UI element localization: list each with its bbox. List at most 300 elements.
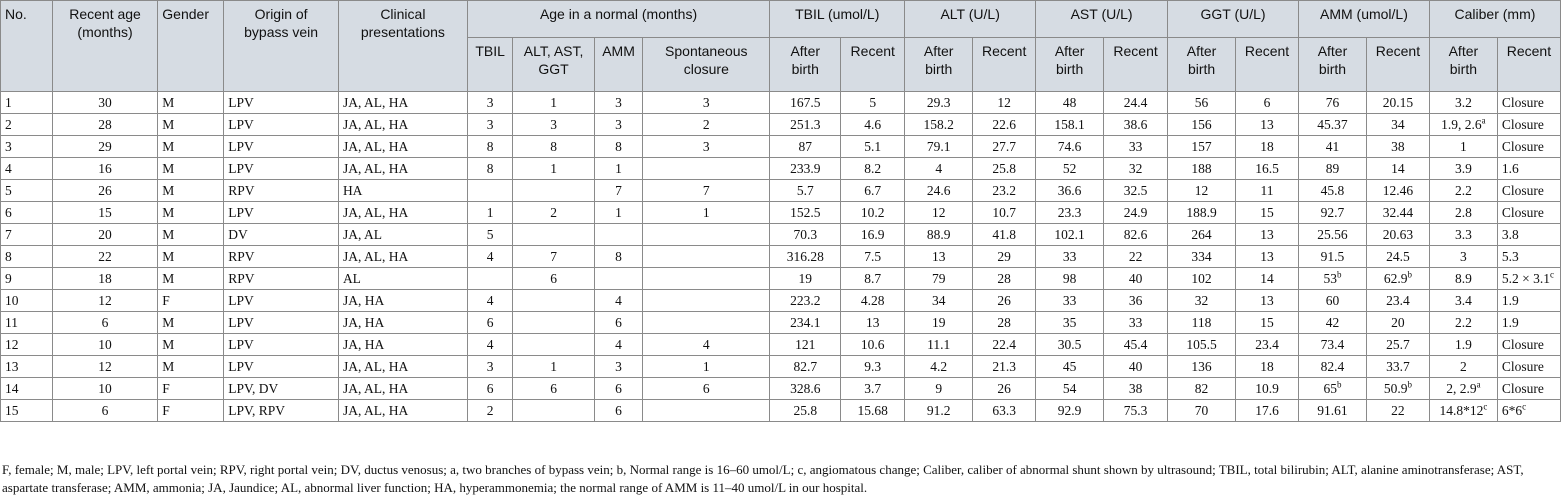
cell-origin: RPV (224, 268, 339, 290)
cell-age-alt-ast-ggt: 1 (513, 356, 594, 378)
cell-origin: LPV, RPV (224, 400, 339, 422)
footnote-marker: a (1476, 379, 1481, 390)
cell-amm-after-birth: 76 (1298, 92, 1366, 114)
cell-gender: M (158, 92, 224, 114)
caliber-group-header: Caliber (mm) (1429, 1, 1560, 38)
cell-ggt-after-birth: 334 (1168, 246, 1236, 268)
cell-amm-recent: 33.7 (1366, 356, 1429, 378)
table-row (1, 246, 1561, 268)
cell-amm-recent: 22 (1366, 400, 1429, 422)
cell-caliber-after-birth: 2.8 (1429, 202, 1497, 224)
cell-clinical: JA, AL, HA (338, 114, 467, 136)
cell-alt-recent: 21.3 (973, 356, 1036, 378)
cell-tbil-after-birth: 87 (770, 136, 841, 158)
cell-ggt-after-birth: 136 (1168, 356, 1236, 378)
cell-caliber-after-birth: 2, 2.9$^a$ (1429, 378, 1497, 400)
cell-amm-after-birth: 89 (1298, 158, 1366, 180)
sub-header-amm: AMM (594, 38, 643, 92)
cell-ast-after-birth: 33 (1036, 290, 1104, 312)
cell-no: 14 (1, 378, 53, 400)
cell-ast-recent: 32 (1104, 158, 1168, 180)
col-no-header: No. (1, 1, 53, 92)
cell-clinical: AL (338, 268, 467, 290)
cell-ggt-after-birth: 105.5 (1168, 334, 1236, 356)
cell-caliber-recent: Closure (1497, 92, 1560, 114)
cell-tbil-recent: 5 (841, 92, 905, 114)
sub-header-caliber-after-birth: After birth (1429, 38, 1497, 92)
cell-recent-age: 22 (52, 246, 158, 268)
cell-ggt-recent: 18 (1236, 356, 1299, 378)
cell-amm-after-birth: 65$^b$ (1298, 378, 1366, 400)
cell-clinical: JA, HA (338, 312, 467, 334)
cell-tbil-recent: 15.68 (841, 400, 905, 422)
cell-caliber-recent: 5.3 (1497, 246, 1560, 268)
cell-tbil-after-birth: 19 (770, 268, 841, 290)
cell-tbil-recent: 10.6 (841, 334, 905, 356)
cell-no: 2 (1, 114, 53, 136)
cell-tbil-recent: 6.7 (841, 180, 905, 202)
table-row (1, 114, 1561, 136)
cell-origin: LPV (224, 356, 339, 378)
cell-amm-after-birth: 92.7 (1298, 202, 1366, 224)
cell-age-amm: 8 (594, 136, 643, 158)
cell-age-amm: 3 (594, 114, 643, 136)
cell-recent-age: 29 (52, 136, 158, 158)
sub-header-alt-after-birth: After birth (905, 38, 973, 92)
footnote-marker: b (1336, 379, 1342, 390)
cell-ast-recent: 32.5 (1104, 180, 1168, 202)
tbil-group-header: TBIL (umol/L) (770, 1, 905, 38)
cell-no: 9 (1, 268, 53, 290)
cell-caliber-recent: Closure (1497, 356, 1560, 378)
cell-age-alt-ast-ggt (513, 224, 594, 246)
age-normal-group-header: Age in a normal (months) (467, 1, 769, 38)
cell-gender: F (158, 290, 224, 312)
cell-age-tbil: 4 (467, 334, 513, 356)
cell-recent-age: 6 (52, 312, 158, 334)
cell-recent-age: 20 (52, 224, 158, 246)
cell-no: 1 (1, 92, 53, 114)
cell-origin: LPV (224, 92, 339, 114)
cell-ast-after-birth: 48 (1036, 92, 1104, 114)
cell-tbil-recent: 16.9 (841, 224, 905, 246)
cell-age-amm (594, 224, 643, 246)
sub-header-alt-ast-ggt: ALT, AST, GGT (513, 38, 594, 92)
cell-gender: M (158, 246, 224, 268)
cell-recent-age: 10 (52, 378, 158, 400)
cell-no: 8 (1, 246, 53, 268)
cell-ast-recent: 40 (1104, 356, 1168, 378)
cell-age-tbil: 2 (467, 400, 513, 422)
cell-tbil-after-birth: 25.8 (770, 400, 841, 422)
cell-no: 10 (1, 290, 53, 312)
cell-age-amm: 1 (594, 202, 643, 224)
table-header (1, 1, 1561, 92)
cell-ggt-recent: 15 (1236, 312, 1299, 334)
cell-alt-recent: 26 (973, 290, 1036, 312)
cell-alt-after-birth: 19 (905, 312, 973, 334)
cell-alt-recent: 63.3 (973, 400, 1036, 422)
cell-alt-after-birth: 12 (905, 202, 973, 224)
cell-caliber-after-birth: 14.8*12$^c$ (1429, 400, 1497, 422)
cell-age-tbil (467, 268, 513, 290)
cell-caliber-recent: Closure (1497, 202, 1560, 224)
cell-origin: LPV (224, 114, 339, 136)
cell-ast-recent: 40 (1104, 268, 1168, 290)
cell-ggt-recent: 15 (1236, 202, 1299, 224)
cell-ast-after-birth: 30.5 (1036, 334, 1104, 356)
cell-gender: M (158, 136, 224, 158)
table-row (1, 202, 1561, 224)
cell-alt-recent: 29 (973, 246, 1036, 268)
cell-tbil-after-birth: 82.7 (770, 356, 841, 378)
cell-ast-after-birth: 33 (1036, 246, 1104, 268)
cell-alt-recent: 27.7 (973, 136, 1036, 158)
cell-origin: DV (224, 224, 339, 246)
cell-caliber-after-birth: 2 (1429, 356, 1497, 378)
cell-ggt-after-birth: 157 (1168, 136, 1236, 158)
cell-spontaneous-closure: 1 (643, 202, 770, 224)
cell-no: 7 (1, 224, 53, 246)
sub-header-ggt-after-birth: After birth (1168, 38, 1236, 92)
cell-amm-recent: 34 (1366, 114, 1429, 136)
cell-ggt-after-birth: 188 (1168, 158, 1236, 180)
cell-amm-recent: 25.7 (1366, 334, 1429, 356)
cell-clinical: JA, AL (338, 224, 467, 246)
cell-ast-recent: 45.4 (1104, 334, 1168, 356)
cell-alt-after-birth: 88.9 (905, 224, 973, 246)
cell-ggt-after-birth: 264 (1168, 224, 1236, 246)
cell-age-tbil: 6 (467, 312, 513, 334)
cell-ggt-recent: 13 (1236, 290, 1299, 312)
cell-recent-age: 18 (52, 268, 158, 290)
cell-alt-recent: 28 (973, 268, 1036, 290)
sub-header-tbil-recent: Recent (841, 38, 905, 92)
cell-no: 4 (1, 158, 53, 180)
cell-no: 11 (1, 312, 53, 334)
cell-origin: LPV (224, 334, 339, 356)
cell-clinical: JA, AL, HA (338, 92, 467, 114)
amm-group-header: AMM (umol/L) (1298, 1, 1429, 38)
cell-age-alt-ast-ggt: 6 (513, 378, 594, 400)
table-row (1, 312, 1561, 334)
cell-gender: M (158, 268, 224, 290)
cell-tbil-after-birth: 223.2 (770, 290, 841, 312)
cell-no: 13 (1, 356, 53, 378)
cell-ast-after-birth: 74.6 (1036, 136, 1104, 158)
cell-tbil-after-birth: 234.1 (770, 312, 841, 334)
cell-clinical: JA, AL, HA (338, 202, 467, 224)
table-row (1, 268, 1561, 290)
cell-caliber-recent: Closure (1497, 378, 1560, 400)
cell-origin: LPV (224, 202, 339, 224)
cell-alt-after-birth: 91.2 (905, 400, 973, 422)
cell-tbil-recent: 7.5 (841, 246, 905, 268)
cell-caliber-after-birth: 1.9 (1429, 334, 1497, 356)
cell-age-amm: 3 (594, 356, 643, 378)
cell-tbil-recent: 8.7 (841, 268, 905, 290)
cell-recent-age: 6 (52, 400, 158, 422)
cell-no: 6 (1, 202, 53, 224)
footnote-marker: c (1522, 401, 1527, 412)
cell-amm-after-birth: 42 (1298, 312, 1366, 334)
table-row (1, 356, 1561, 378)
cell-recent-age: 16 (52, 158, 158, 180)
cell-recent-age: 28 (52, 114, 158, 136)
cell-alt-recent: 22.6 (973, 114, 1036, 136)
table-footnote: F, female; M, male; LPV, left portal vein; RPV, right portal vein; DV, ductus venosus; a, two branches of bypass vein; b, Normal range is 16–60 umol/L; c, angiomatous change; Caliber, caliber of abnormal shunt shown by ultrasound; TBIL, total bilirubin; ALT, alanine aminotransferase; AST, aspartate transferase; AMM, ammonia; JA, Jaundice; AL, abnormal liver function; HA, hyperammonemia; the normal range of AMM is 11–40 umol/L in our hospital. (2, 462, 1524, 495)
cell-age-amm: 1 (594, 158, 643, 180)
cell-ast-after-birth: 102.1 (1036, 224, 1104, 246)
cell-age-alt-ast-ggt (513, 400, 594, 422)
cell-recent-age: 26 (52, 180, 158, 202)
cell-alt-recent: 22.4 (973, 334, 1036, 356)
cell-amm-recent: 20 (1366, 312, 1429, 334)
cell-caliber-after-birth: 3 (1429, 246, 1497, 268)
cell-amm-recent: 38 (1366, 136, 1429, 158)
footnote-marker: b (1336, 269, 1342, 280)
cell-caliber-after-birth: 2.2 (1429, 180, 1497, 202)
cell-tbil-after-birth: 233.9 (770, 158, 841, 180)
cell-ast-after-birth: 35 (1036, 312, 1104, 334)
cell-caliber-recent: 3.8 (1497, 224, 1560, 246)
cell-ggt-after-birth: 118 (1168, 312, 1236, 334)
cell-age-tbil: 6 (467, 378, 513, 400)
cell-ggt-after-birth: 82 (1168, 378, 1236, 400)
cell-age-alt-ast-ggt: 1 (513, 158, 594, 180)
cell-amm-after-birth: 25.56 (1298, 224, 1366, 246)
cell-no: 15 (1, 400, 53, 422)
cell-origin: LPV (224, 136, 339, 158)
ggt-group-header: GGT (U/L) (1168, 1, 1299, 38)
cell-age-amm: 4 (594, 290, 643, 312)
cell-ast-recent: 24.9 (1104, 202, 1168, 224)
cell-alt-recent: 26 (973, 378, 1036, 400)
sub-header-caliber-recent: Recent (1497, 38, 1560, 92)
cell-clinical: JA, AL, HA (338, 400, 467, 422)
cell-alt-recent: 10.7 (973, 202, 1036, 224)
col-origin-header: Origin of bypass vein (224, 1, 339, 92)
cell-origin: RPV (224, 180, 339, 202)
cell-tbil-after-birth: 316.28 (770, 246, 841, 268)
cell-age-amm (594, 268, 643, 290)
cell-age-amm: 6 (594, 378, 643, 400)
cell-ast-after-birth: 52 (1036, 158, 1104, 180)
cell-age-amm: 3 (594, 92, 643, 114)
cell-age-tbil: 8 (467, 158, 513, 180)
cell-spontaneous-closure (643, 246, 770, 268)
cell-amm-recent: 23.4 (1366, 290, 1429, 312)
cell-alt-recent: 28 (973, 312, 1036, 334)
cell-alt-after-birth: 9 (905, 378, 973, 400)
cell-caliber-recent: 1.6 (1497, 158, 1560, 180)
cell-ast-recent: 33 (1104, 136, 1168, 158)
cell-alt-after-birth: 34 (905, 290, 973, 312)
sub-header-amm-recent: Recent (1366, 38, 1429, 92)
cell-age-tbil: 1 (467, 202, 513, 224)
cell-clinical: JA, AL, HA (338, 246, 467, 268)
cell-tbil-recent: 4.6 (841, 114, 905, 136)
table-body (1, 92, 1561, 422)
cell-alt-recent: 12 (973, 92, 1036, 114)
sub-header-spontaneous-closure: Spontaneous closure (643, 38, 770, 92)
cell-tbil-recent: 4.28 (841, 290, 905, 312)
cell-ggt-after-birth: 156 (1168, 114, 1236, 136)
table-row (1, 180, 1561, 202)
cell-gender: M (158, 334, 224, 356)
cell-age-amm: 6 (594, 312, 643, 334)
cell-gender: F (158, 400, 224, 422)
cell-ggt-after-birth: 56 (1168, 92, 1236, 114)
cell-clinical: JA, AL, HA (338, 158, 467, 180)
cell-tbil-recent: 9.3 (841, 356, 905, 378)
cell-ast-after-birth: 158.1 (1036, 114, 1104, 136)
cell-caliber-after-birth: 3.9 (1429, 158, 1497, 180)
cell-origin: RPV (224, 246, 339, 268)
col-recent-age-header: Recent age (months) (52, 1, 158, 92)
cell-gender: M (158, 312, 224, 334)
cell-spontaneous-closure: 3 (643, 136, 770, 158)
cell-age-tbil: 4 (467, 246, 513, 268)
cell-tbil-after-birth: 328.6 (770, 378, 841, 400)
cell-origin: LPV (224, 158, 339, 180)
sub-header-ggt-recent: Recent (1236, 38, 1299, 92)
cell-tbil-recent: 5.1 (841, 136, 905, 158)
cell-alt-after-birth: 79.1 (905, 136, 973, 158)
footnote-marker: b (1407, 379, 1412, 390)
sub-header-amm-after-birth: After birth (1298, 38, 1366, 92)
cell-gender: M (158, 224, 224, 246)
cell-no: 3 (1, 136, 53, 158)
alt-group-header: ALT (U/L) (905, 1, 1036, 38)
cell-recent-age: 15 (52, 202, 158, 224)
cell-tbil-after-birth: 5.7 (770, 180, 841, 202)
cell-age-alt-ast-ggt (513, 334, 594, 356)
cell-tbil-recent: 10.2 (841, 202, 905, 224)
cell-clinical: JA, AL, HA (338, 356, 467, 378)
cell-alt-recent: 41.8 (973, 224, 1036, 246)
cell-amm-recent: 24.5 (1366, 246, 1429, 268)
cell-tbil-recent: 3.7 (841, 378, 905, 400)
footnote-marker: b (1407, 269, 1412, 280)
cell-spontaneous-closure: 1 (643, 356, 770, 378)
cell-caliber-recent: Closure (1497, 180, 1560, 202)
cell-amm-recent: 50.9$^b$ (1366, 378, 1429, 400)
cell-ast-after-birth: 36.6 (1036, 180, 1104, 202)
cell-caliber-after-birth: 3.2 (1429, 92, 1497, 114)
cell-spontaneous-closure (643, 268, 770, 290)
cell-ast-after-birth: 23.3 (1036, 202, 1104, 224)
cell-ast-recent: 33 (1104, 312, 1168, 334)
cell-alt-after-birth: 29.3 (905, 92, 973, 114)
cell-caliber-after-birth: 3.4 (1429, 290, 1497, 312)
cell-amm-after-birth: 73.4 (1298, 334, 1366, 356)
cell-amm-recent: 12.46 (1366, 180, 1429, 202)
cell-spontaneous-closure (643, 290, 770, 312)
cell-spontaneous-closure (643, 400, 770, 422)
cell-alt-recent: 25.8 (973, 158, 1036, 180)
cell-ast-recent: 38 (1104, 378, 1168, 400)
sub-header-ast-recent: Recent (1104, 38, 1168, 92)
cell-ggt-after-birth: 188.9 (1168, 202, 1236, 224)
cell-amm-after-birth: 91.61 (1298, 400, 1366, 422)
footnote-marker: c (1550, 269, 1554, 280)
cell-tbil-after-birth: 167.5 (770, 92, 841, 114)
cell-recent-age: 10 (52, 334, 158, 356)
cell-age-tbil: 3 (467, 114, 513, 136)
cell-caliber-recent: Closure (1497, 114, 1560, 136)
cell-amm-recent: 20.15 (1366, 92, 1429, 114)
col-clinical-header: Clinical presentations (338, 1, 467, 92)
cell-age-alt-ast-ggt: 7 (513, 246, 594, 268)
cell-ggt-after-birth: 32 (1168, 290, 1236, 312)
cell-clinical: JA, HA (338, 290, 467, 312)
cell-gender: M (158, 202, 224, 224)
cell-amm-after-birth: 53$^b$ (1298, 268, 1366, 290)
cell-amm-recent: 62.9$^b$ (1366, 268, 1429, 290)
cell-age-tbil: 8 (467, 136, 513, 158)
cell-clinical: JA, AL, HA (338, 136, 467, 158)
cell-age-alt-ast-ggt: 3 (513, 114, 594, 136)
cell-no: 5 (1, 180, 53, 202)
table-row (1, 92, 1561, 114)
table-row (1, 136, 1561, 158)
cell-age-tbil: 3 (467, 92, 513, 114)
cell-spontaneous-closure (643, 312, 770, 334)
ast-group-header: AST (U/L) (1036, 1, 1168, 38)
cell-tbil-recent: 13 (841, 312, 905, 334)
cell-amm-after-birth: 82.4 (1298, 356, 1366, 378)
cell-ggt-recent: 16.5 (1236, 158, 1299, 180)
cell-spontaneous-closure: 7 (643, 180, 770, 202)
cell-gender: M (158, 158, 224, 180)
cell-age-alt-ast-ggt (513, 312, 594, 334)
footnote-marker: a (1481, 115, 1486, 126)
cell-caliber-recent: 6*6$^c$ (1497, 400, 1560, 422)
cell-caliber-after-birth: 2.2 (1429, 312, 1497, 334)
cell-age-alt-ast-ggt: 1 (513, 92, 594, 114)
cell-age-alt-ast-ggt: 6 (513, 268, 594, 290)
cell-recent-age: 12 (52, 290, 158, 312)
cell-ast-recent: 22 (1104, 246, 1168, 268)
cell-caliber-recent: Closure (1497, 334, 1560, 356)
cell-age-tbil (467, 180, 513, 202)
cell-ast-recent: 36 (1104, 290, 1168, 312)
cell-caliber-after-birth: 3.3 (1429, 224, 1497, 246)
cell-ggt-recent: 10.9 (1236, 378, 1299, 400)
cell-alt-after-birth: 11.1 (905, 334, 973, 356)
cell-ggt-after-birth: 12 (1168, 180, 1236, 202)
sub-header-tbil-after-birth: After birth (770, 38, 841, 92)
cell-ggt-after-birth: 70 (1168, 400, 1236, 422)
cell-ggt-recent: 23.4 (1236, 334, 1299, 356)
table-row (1, 334, 1561, 356)
cell-amm-after-birth: 91.5 (1298, 246, 1366, 268)
cell-recent-age: 12 (52, 356, 158, 378)
cell-ast-after-birth: 45 (1036, 356, 1104, 378)
cell-age-tbil: 4 (467, 290, 513, 312)
cell-ggt-recent: 6 (1236, 92, 1299, 114)
cell-age-amm: 4 (594, 334, 643, 356)
cell-gender: F (158, 378, 224, 400)
cell-caliber-after-birth: 1 (1429, 136, 1497, 158)
cell-spontaneous-closure: 4 (643, 334, 770, 356)
cell-ast-after-birth: 92.9 (1036, 400, 1104, 422)
cell-ggt-recent: 13 (1236, 224, 1299, 246)
cell-caliber-recent: 1.9 (1497, 312, 1560, 334)
cell-ggt-after-birth: 102 (1168, 268, 1236, 290)
cell-tbil-after-birth: 121 (770, 334, 841, 356)
